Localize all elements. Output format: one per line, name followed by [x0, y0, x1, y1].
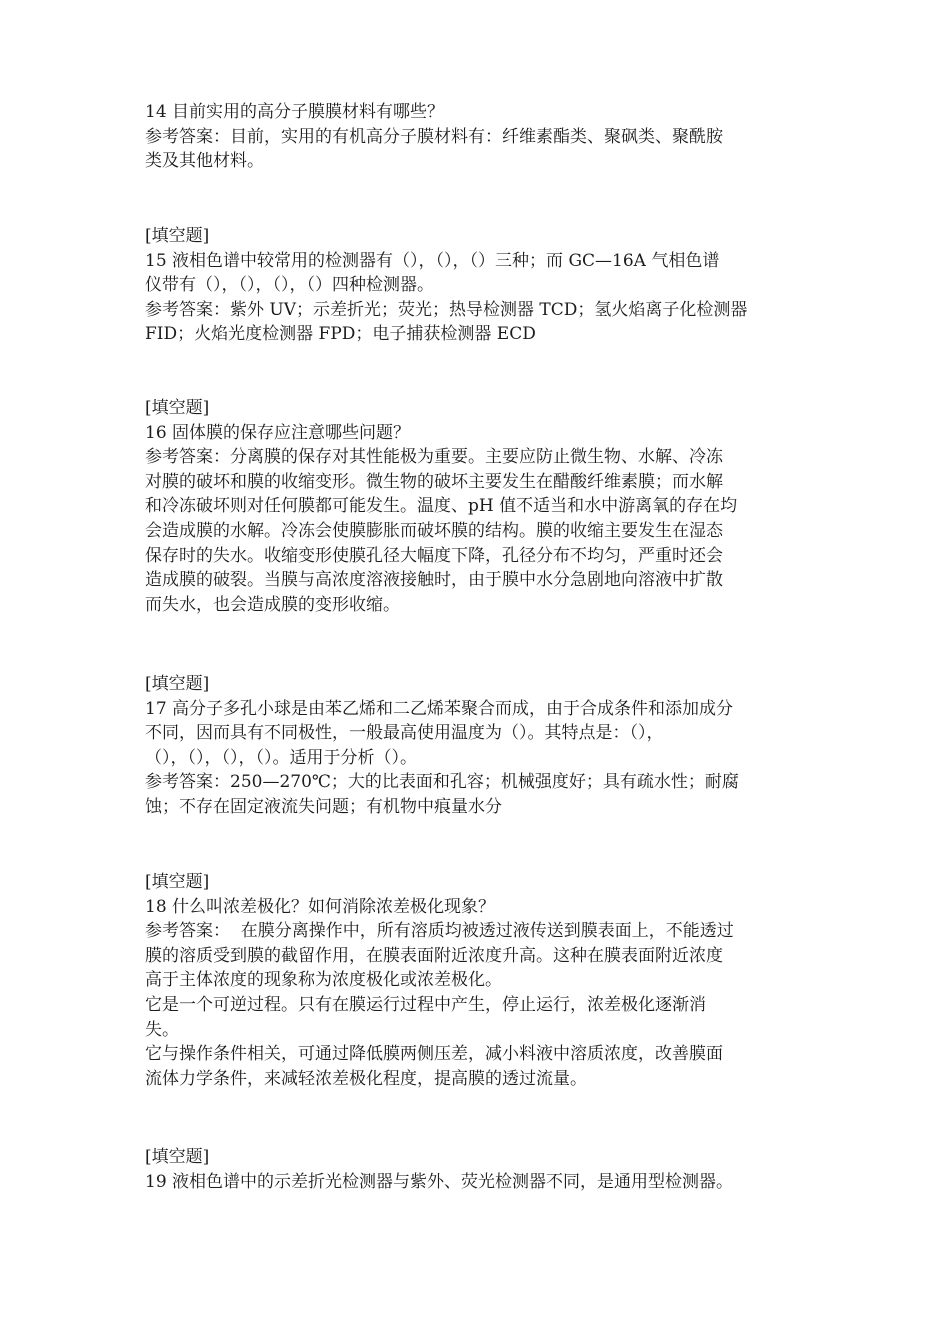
question-15-text: 仪带有（），（），（），（）四种检测器。 — [145, 275, 434, 296]
answer-18-line: 它是一个可逆过程。只有在膜运行过程中产生，停止运行，浓差极化逐渐消 — [145, 994, 706, 1015]
answer-14-line: 参考答案：目前，实用的有机高分子膜材料有：纤维素酯类、聚砜类、聚酰胺 — [145, 126, 723, 147]
question-16-block — [145, 396, 810, 617]
answer-16-line: 会造成膜的水解。冷冻会使膜膨胀而破坏膜的结构。膜的收缩主要发生在湿态 — [145, 520, 723, 541]
answer-16-line: 而失水，也会造成膜的变形收缩。 — [145, 594, 400, 615]
question-14-text: 14 目前实用的高分子膜膜材料有哪些？ — [145, 102, 445, 122]
question-14-block — [145, 100, 810, 174]
answer-16-line: 对膜的破坏和膜的收缩变形。微生物的破坏主要发生在醋酸纤维素膜；而水解 — [145, 471, 723, 492]
question-type-label: [填空题] — [145, 674, 210, 694]
question-15-text: 15 液相色谱中较常用的检测器有（），（），（）三种；而 GC—16A 气相色谱 — [145, 250, 720, 271]
answer-15-line: 参考答案：紫外 UV；示差折光；荧光；热导检测器 TCD；氢火焰离子化检测器 — [145, 299, 748, 320]
answer-17-line: 蚀；不存在固定液流失问题；有机物中痕量水分 — [145, 796, 502, 817]
answer-18-line: 膜的溶质受到膜的截留作用，在膜表面附近浓度升高。这种在膜表面附近浓度 — [145, 945, 723, 966]
answer-18-line: 流体力学条件，来减轻浓差极化程度，提高膜的透过流量。 — [145, 1068, 587, 1089]
question-type-label: [填空题] — [145, 226, 210, 246]
answer-16-line: 造成膜的破裂。当膜与高浓度溶液接触时，由于膜中水分急剧地向溶液中扩散 — [145, 570, 723, 591]
question-17-text: （），（），（），（）。适用于分析（）。 — [145, 747, 417, 768]
question-16-text: 16 固体膜的保存应注意哪些问题？ — [145, 422, 411, 443]
question-15-block — [145, 224, 810, 347]
question-17-text: 不同，因而具有不同极性，一般最高使用温度为（）。其特点是：（）， — [145, 723, 664, 744]
answer-18-line: 它与操作条件相关，可通过降低膜两侧压差，减小料液中溶质浓度，改善膜面 — [145, 1044, 723, 1065]
answer-16-line: 参考答案：分离膜的保存对其性能极为重要。主要应防止微生物、水解、冷冻 — [145, 447, 723, 468]
question-18-text: 18 什么叫浓差极化？如何消除浓差极化现象？ — [145, 896, 496, 917]
answer-18-line: 高于主体浓度的现象称为浓度极化或浓差极化。 — [145, 970, 502, 991]
answer-17-line: 参考答案：250—270℃；大的比表面和孔容；机械强度好；具有疏水性；耐腐 — [145, 772, 739, 793]
question-18-block — [145, 870, 810, 1091]
question-type-label: [填空题] — [145, 1147, 210, 1167]
question-type-label: [填空题] — [145, 398, 210, 418]
answer-16-line: 保存时的失水。收缩变形使膜孔径大幅度下降，孔径分布不均匀，严重时还会 — [145, 545, 723, 566]
question-19-text: 19 液相色谱中的示差折光检测器与紫外、荧光检测器不同，是通用型检测器。 — [145, 1171, 734, 1192]
answer-14-line: 类及其他材料。 — [145, 151, 264, 172]
question-type-label: [填空题] — [145, 872, 210, 892]
question-17-text: 17 高分子多孔小球是由苯乙烯和二乙烯苯聚合而成，由于合成条件和添加成分 — [145, 698, 734, 719]
question-17-block — [145, 672, 810, 820]
answer-15-line: FID；火焰光度检测器 FPD；电子捕获检测器 ECD — [145, 324, 536, 345]
answer-18-line: 参考答案： 在膜分离操作中，所有溶质均被透过液传送到膜表面上，不能透过 — [145, 921, 734, 942]
question-19-block — [145, 1145, 810, 1194]
answer-18-line: 失。 — [145, 1019, 179, 1040]
answer-16-line: 和冷冻破坏则对任何膜都可能发生。温度、pH 值不适当和水中游离氧的存在均 — [145, 496, 738, 517]
